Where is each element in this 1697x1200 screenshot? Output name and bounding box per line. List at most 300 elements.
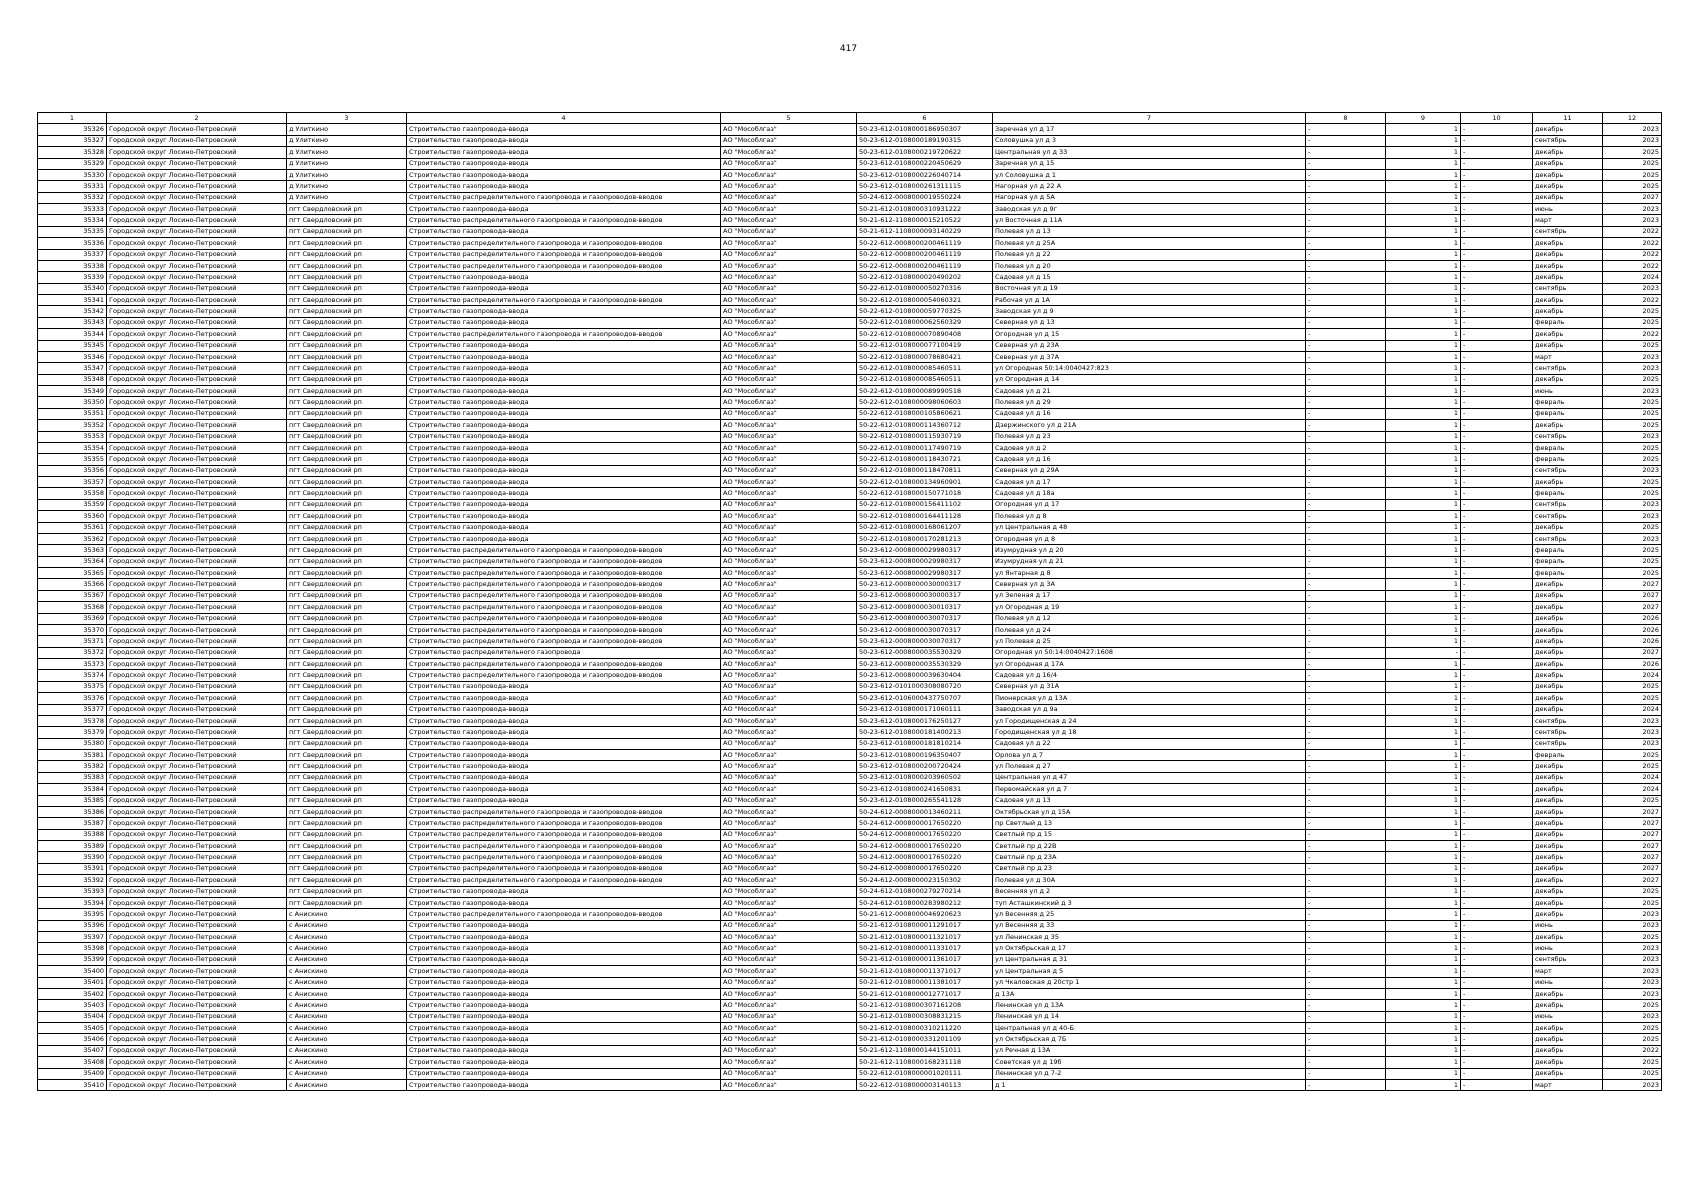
cell-settlement: пгт Свердловский рп xyxy=(287,420,407,431)
cell-work-type: Строительство газопровода-ввода xyxy=(407,477,721,488)
cell-row-number: 35389 xyxy=(38,841,107,852)
cell-year: 2022 xyxy=(1603,260,1662,271)
cell-request-id: 50-23-612-0108000219720622 xyxy=(857,147,993,158)
cell-month: декабрь xyxy=(1533,1045,1603,1056)
table-row xyxy=(38,135,1662,146)
cell-organization: АО "Мособлгаз" xyxy=(721,659,857,670)
cell-work-type: Строительство распределительного газопровода и газопроводов-вводов xyxy=(407,579,721,590)
cell-year: 2025 xyxy=(1603,340,1662,351)
cell-work-type: Строительство распределительного газопровода и газопроводов-вводов xyxy=(407,806,721,817)
cell-row-number: 35402 xyxy=(38,988,107,999)
cell-work-type: Строительство распределительного газопровода и газопроводов-вводов xyxy=(407,624,721,635)
cell-month: февраль xyxy=(1533,454,1603,465)
table-row xyxy=(38,1057,1662,1068)
cell-request-id: 50-21-612-0108000011321017 xyxy=(857,932,993,943)
table-row xyxy=(38,169,1662,180)
cell-col-8: - xyxy=(1306,1045,1386,1056)
page-number: 417 xyxy=(839,44,858,54)
cell-year: 2022 xyxy=(1603,295,1662,306)
cell-district: Городской округ Лосино-Петровский xyxy=(107,431,287,442)
cell-col-10: - xyxy=(1461,829,1533,840)
cell-count: 1 xyxy=(1386,545,1461,556)
cell-address: Светлый пр д 22В xyxy=(993,841,1306,852)
cell-work-type: Строительство газопровода-ввода xyxy=(407,1034,721,1045)
table-row xyxy=(38,681,1662,692)
cell-request-id: 50-23-612-0108000181400213 xyxy=(857,727,993,738)
cell-request-id: 50-22-612-0108000089990518 xyxy=(857,386,993,397)
cell-organization: АО "Мособлгаз" xyxy=(721,545,857,556)
cell-count: 1 xyxy=(1386,659,1461,670)
cell-count: 1 xyxy=(1386,363,1461,374)
cell-settlement: пгт Свердловский рп xyxy=(287,431,407,442)
cell-settlement: д Улиткино xyxy=(287,158,407,169)
cell-district: Городской округ Лосино-Петровский xyxy=(107,886,287,897)
cell-organization: АО "Мособлгаз" xyxy=(721,147,857,158)
cell-settlement: пгт Свердловский рп xyxy=(287,761,407,772)
cell-organization: АО "Мособлгаз" xyxy=(721,1000,857,1011)
cell-year: 2027 xyxy=(1603,590,1662,601)
cell-district: Городской округ Лосино-Петровский xyxy=(107,477,287,488)
cell-count: 1 xyxy=(1386,863,1461,874)
cell-row-number: 35372 xyxy=(38,647,107,658)
cell-col-10: - xyxy=(1461,636,1533,647)
cell-request-id: 50-23-612-0008000035530329 xyxy=(857,647,993,658)
cell-col-10: - xyxy=(1461,1011,1533,1022)
cell-request-id: 50-22-612-0108000164411128 xyxy=(857,511,993,522)
cell-work-type: Строительство распределительного газопровода и газопроводов-вводов xyxy=(407,829,721,840)
cell-address: ул Ленинская д 35 xyxy=(993,932,1306,943)
table-row xyxy=(38,1079,1662,1090)
cell-month: февраль xyxy=(1533,750,1603,761)
cell-month: сентябрь xyxy=(1533,431,1603,442)
table-row xyxy=(38,1068,1662,1079)
cell-month: февраль xyxy=(1533,545,1603,556)
cell-count: 1 xyxy=(1386,852,1461,863)
cell-year: 2027 xyxy=(1603,863,1662,874)
cell-col-10: - xyxy=(1461,465,1533,476)
cell-request-id: 50-24-612-0008000017650220 xyxy=(857,818,993,829)
cell-address: ул Весенняя д 33 xyxy=(993,920,1306,931)
cell-row-number: 35373 xyxy=(38,659,107,670)
cell-month: июнь xyxy=(1533,1011,1603,1022)
cell-month: декабрь xyxy=(1533,374,1603,385)
column-header-5: 5 xyxy=(721,113,857,124)
cell-month: июнь xyxy=(1533,920,1603,931)
cell-col-8: - xyxy=(1306,204,1386,215)
cell-district: Городской округ Лосино-Петровский xyxy=(107,215,287,226)
cell-month: сентябрь xyxy=(1533,283,1603,294)
cell-work-type: Строительство газопровода-ввода xyxy=(407,1068,721,1079)
table-row xyxy=(38,841,1662,852)
cell-work-type: Строительство газопровода-ввода xyxy=(407,169,721,180)
cell-request-id: 50-22-612-0108000003140113 xyxy=(857,1079,993,1090)
cell-organization: АО "Мособлгаз" xyxy=(721,590,857,601)
cell-count: 1 xyxy=(1386,886,1461,897)
cell-year: 2023 xyxy=(1603,351,1662,362)
cell-address: Октябрьская ул д 15А xyxy=(993,806,1306,817)
cell-request-id: 50-21-612-0008000046920623 xyxy=(857,909,993,920)
cell-month: февраль xyxy=(1533,408,1603,419)
cell-work-type: Строительство газопровода-ввода xyxy=(407,715,721,726)
cell-address: Садовая ул д 15 xyxy=(993,272,1306,283)
cell-organization: АО "Мособлгаз" xyxy=(721,795,857,806)
cell-work-type: Строительство газопровода-ввода xyxy=(407,727,721,738)
cell-district: Городской округ Лосино-Петровский xyxy=(107,499,287,510)
cell-year: 2024 xyxy=(1603,704,1662,715)
cell-address: Пионерская ул д 13А xyxy=(993,693,1306,704)
cell-year: 2025 xyxy=(1603,1034,1662,1045)
cell-request-id: 50-23-612-0008000029980317 xyxy=(857,568,993,579)
cell-count: 1 xyxy=(1386,590,1461,601)
cell-month: сентябрь xyxy=(1533,465,1603,476)
cell-year: 2025 xyxy=(1603,886,1662,897)
cell-col-10: - xyxy=(1461,431,1533,442)
table-row xyxy=(38,875,1662,886)
cell-request-id: 50-23-612-0008000030010317 xyxy=(857,602,993,613)
cell-col-10: - xyxy=(1461,1023,1533,1034)
cell-district: Городской округ Лосино-Петровский xyxy=(107,124,287,135)
cell-district: Городской округ Лосино-Петровский xyxy=(107,659,287,670)
cell-row-number: 35391 xyxy=(38,863,107,874)
cell-work-type: Строительство газопровода-ввода xyxy=(407,340,721,351)
cell-row-number: 35327 xyxy=(38,135,107,146)
cell-count: 1 xyxy=(1386,238,1461,249)
cell-work-type: Строительство газопровода-ввода xyxy=(407,795,721,806)
cell-organization: АО "Мособлгаз" xyxy=(721,454,857,465)
cell-organization: АО "Мособлгаз" xyxy=(721,522,857,533)
cell-row-number: 35393 xyxy=(38,886,107,897)
cell-year: 2023 xyxy=(1603,533,1662,544)
cell-organization: АО "Мособлгаз" xyxy=(721,1034,857,1045)
cell-request-id: 50-22-612-0108000156411102 xyxy=(857,499,993,510)
cell-address: Нагорная ул д 22 А xyxy=(993,181,1306,192)
cell-address: Садовая ул д 16 xyxy=(993,454,1306,465)
cell-address: Огородная ул д 15 xyxy=(993,329,1306,340)
cell-col-10: - xyxy=(1461,579,1533,590)
cell-settlement: пгт Свердловский рп xyxy=(287,386,407,397)
cell-col-10: - xyxy=(1461,863,1533,874)
cell-col-8: - xyxy=(1306,1011,1386,1022)
cell-year: 2025 xyxy=(1603,568,1662,579)
cell-settlement: пгт Свердловский рп xyxy=(287,511,407,522)
cell-count: 1 xyxy=(1386,124,1461,135)
cell-row-number: 35331 xyxy=(38,181,107,192)
cell-count: 1 xyxy=(1386,226,1461,237)
cell-work-type: Строительство распределительного газопровода и газопроводов-вводов xyxy=(407,249,721,260)
cell-address: Заводская ул д 9 xyxy=(993,306,1306,317)
cell-row-number: 35346 xyxy=(38,351,107,362)
cell-work-type: Строительство газопровода-ввода xyxy=(407,511,721,522)
cell-row-number: 35345 xyxy=(38,340,107,351)
cell-settlement: пгт Свердловский рп xyxy=(287,260,407,271)
cell-col-8: - xyxy=(1306,272,1386,283)
cell-organization: АО "Мособлгаз" xyxy=(721,386,857,397)
cell-request-id: 50-24-612-0008000023150302 xyxy=(857,875,993,886)
cell-district: Городской округ Лосино-Петровский xyxy=(107,852,287,863)
cell-request-id: 50-21-612-0108000307161208 xyxy=(857,1000,993,1011)
cell-month: сентябрь xyxy=(1533,499,1603,510)
cell-work-type: Строительство газопровода-ввода xyxy=(407,306,721,317)
cell-address: Садовая ул д 22 xyxy=(993,738,1306,749)
cell-work-type: Строительство газопровода-ввода xyxy=(407,1045,721,1056)
cell-count: 1 xyxy=(1386,1057,1461,1068)
cell-settlement: пгт Свердловский рп xyxy=(287,852,407,863)
cell-year: 2023 xyxy=(1603,954,1662,965)
cell-row-number: 35407 xyxy=(38,1045,107,1056)
cell-col-10: - xyxy=(1461,477,1533,488)
cell-row-number: 35381 xyxy=(38,750,107,761)
cell-work-type: Строительство газопровода-ввода xyxy=(407,988,721,999)
table-row xyxy=(38,226,1662,237)
cell-organization: АО "Мособлгаз" xyxy=(721,363,857,374)
cell-month: сентябрь xyxy=(1533,226,1603,237)
table-row xyxy=(38,750,1662,761)
cell-col-10: - xyxy=(1461,852,1533,863)
cell-request-id: 50-22-612-0008000200461119 xyxy=(857,238,993,249)
cell-settlement: с Анискино xyxy=(287,943,407,954)
cell-count: 1 xyxy=(1386,693,1461,704)
table-row xyxy=(38,465,1662,476)
cell-organization: АО "Мособлгаз" xyxy=(721,624,857,635)
cell-address: Дзержинского ул д 21А xyxy=(993,420,1306,431)
cell-col-8: - xyxy=(1306,943,1386,954)
cell-col-8: - xyxy=(1306,602,1386,613)
cell-work-type: Строительство газопровода-ввода xyxy=(407,204,721,215)
cell-year: 2027 xyxy=(1603,602,1662,613)
cell-col-8: - xyxy=(1306,329,1386,340)
cell-col-8: - xyxy=(1306,784,1386,795)
cell-row-number: 35350 xyxy=(38,397,107,408)
cell-col-8: - xyxy=(1306,158,1386,169)
cell-row-number: 35328 xyxy=(38,147,107,158)
cell-month: декабрь xyxy=(1533,818,1603,829)
cell-settlement: пгт Свердловский рп xyxy=(287,533,407,544)
cell-col-8: - xyxy=(1306,124,1386,135)
cell-organization: АО "Мособлгаз" xyxy=(721,420,857,431)
cell-count: 1 xyxy=(1386,715,1461,726)
cell-district: Городской округ Лосино-Петровский xyxy=(107,351,287,362)
cell-count: 1 xyxy=(1386,465,1461,476)
cell-row-number: 35375 xyxy=(38,681,107,692)
cell-row-number: 35377 xyxy=(38,704,107,715)
cell-col-10: - xyxy=(1461,602,1533,613)
cell-row-number: 35361 xyxy=(38,522,107,533)
cell-request-id: 50-24-612-0008000019550224 xyxy=(857,192,993,203)
cell-col-8: - xyxy=(1306,590,1386,601)
cell-col-8: - xyxy=(1306,954,1386,965)
cell-row-number: 35360 xyxy=(38,511,107,522)
cell-col-10: - xyxy=(1461,397,1533,408)
cell-month: декабрь xyxy=(1533,329,1603,340)
cell-row-number: 35337 xyxy=(38,249,107,260)
cell-col-8: - xyxy=(1306,863,1386,874)
cell-year: 2023 xyxy=(1603,204,1662,215)
cell-col-8: - xyxy=(1306,169,1386,180)
cell-row-number: 35359 xyxy=(38,499,107,510)
cell-col-8: - xyxy=(1306,1057,1386,1068)
cell-request-id: 50-21-612-0108000011291017 xyxy=(857,920,993,931)
cell-address: Изумрудная ул д 21 xyxy=(993,556,1306,567)
cell-district: Городской округ Лосино-Петровский xyxy=(107,545,287,556)
cell-col-10: - xyxy=(1461,522,1533,533)
cell-work-type: Строительство газопровода-ввода xyxy=(407,386,721,397)
cell-year: 2025 xyxy=(1603,1023,1662,1034)
cell-request-id: 50-22-612-0108000085460511 xyxy=(857,374,993,385)
cell-work-type: Строительство газопровода-ввода xyxy=(407,363,721,374)
cell-col-8: - xyxy=(1306,613,1386,624)
cell-row-number: 35340 xyxy=(38,283,107,294)
cell-work-type: Строительство газопровода-ввода xyxy=(407,499,721,510)
cell-address: ул Соловушка д 1 xyxy=(993,169,1306,180)
cell-count: 1 xyxy=(1386,875,1461,886)
cell-organization: АО "Мособлгаз" xyxy=(721,1057,857,1068)
cell-district: Городской округ Лосино-Петровский xyxy=(107,226,287,237)
cell-year: 2026 xyxy=(1603,636,1662,647)
cell-request-id: 50-23-612-0108000181810214 xyxy=(857,738,993,749)
cell-organization: АО "Мособлгаз" xyxy=(721,784,857,795)
cell-col-10: - xyxy=(1461,750,1533,761)
cell-col-8: - xyxy=(1306,568,1386,579)
cell-col-8: - xyxy=(1306,374,1386,385)
cell-work-type: Строительство газопровода-ввода xyxy=(407,1011,721,1022)
cell-work-type: Строительство газопровода-ввода xyxy=(407,1057,721,1068)
cell-col-10: - xyxy=(1461,966,1533,977)
cell-address: Полевая ул д 29 xyxy=(993,397,1306,408)
cell-organization: АО "Мособлгаз" xyxy=(721,829,857,840)
table-row xyxy=(38,966,1662,977)
table-row xyxy=(38,602,1662,613)
cell-settlement: пгт Свердловский рп xyxy=(287,806,407,817)
cell-work-type: Строительство газопровода-ввода xyxy=(407,932,721,943)
table-row xyxy=(38,477,1662,488)
table-row xyxy=(38,249,1662,260)
cell-address: ул Центральная д 48 xyxy=(993,522,1306,533)
cell-count: 1 xyxy=(1386,897,1461,908)
cell-settlement: пгт Свердловский рп xyxy=(287,624,407,635)
column-header-7: 7 xyxy=(993,113,1306,124)
column-header-2: 2 xyxy=(107,113,287,124)
cell-col-10: - xyxy=(1461,806,1533,817)
cell-district: Городской округ Лосино-Петровский xyxy=(107,1034,287,1045)
cell-address: Городищенская ул д 18 xyxy=(993,727,1306,738)
cell-request-id: 50-22-612-0108000070890408 xyxy=(857,329,993,340)
cell-settlement: д Улиткино xyxy=(287,124,407,135)
table-row xyxy=(38,317,1662,328)
cell-district: Городской округ Лосино-Петровский xyxy=(107,283,287,294)
cell-address: Центральная ул д 33 xyxy=(993,147,1306,158)
cell-organization: АО "Мособлгаз" xyxy=(721,886,857,897)
cell-district: Городской округ Лосино-Петровский xyxy=(107,465,287,476)
cell-request-id: 50-23-612-0108000226040714 xyxy=(857,169,993,180)
cell-request-id: 50-22-612-0108000085460511 xyxy=(857,363,993,374)
cell-request-id: 50-23-612-0108000196350407 xyxy=(857,750,993,761)
cell-request-id: 50-23-612-0008000030000317 xyxy=(857,579,993,590)
cell-month: март xyxy=(1533,1079,1603,1090)
table-row xyxy=(38,420,1662,431)
cell-organization: АО "Мособлгаз" xyxy=(721,693,857,704)
cell-col-8: - xyxy=(1306,727,1386,738)
cell-row-number: 35326 xyxy=(38,124,107,135)
cell-request-id: 50-23-612-0008000029980317 xyxy=(857,545,993,556)
table-row xyxy=(38,181,1662,192)
cell-month: март xyxy=(1533,966,1603,977)
cell-work-type: Строительство газопровода-ввода xyxy=(407,408,721,419)
cell-district: Городской округ Лосино-Петровский xyxy=(107,1057,287,1068)
cell-work-type: Строительство распределительного газопровода и газопроводов-вводов xyxy=(407,295,721,306)
table-row xyxy=(38,932,1662,943)
cell-address: Полевая ул д 23 xyxy=(993,431,1306,442)
cell-request-id: 50-23-612-0008000039630404 xyxy=(857,670,993,681)
cell-month: декабрь xyxy=(1533,829,1603,840)
cell-year: 2025 xyxy=(1603,522,1662,533)
cell-month: декабрь xyxy=(1533,249,1603,260)
cell-col-10: - xyxy=(1461,920,1533,931)
cell-year: 2023 xyxy=(1603,363,1662,374)
table-row xyxy=(38,670,1662,681)
cell-request-id: 50-23-612-0108000261311115 xyxy=(857,181,993,192)
cell-col-10: - xyxy=(1461,988,1533,999)
cell-year: 2027 xyxy=(1603,647,1662,658)
cell-work-type: Строительство газопровода-ввода xyxy=(407,158,721,169)
cell-col-10: - xyxy=(1461,283,1533,294)
cell-address: Полевая ул д 12 xyxy=(993,613,1306,624)
cell-row-number: 35386 xyxy=(38,806,107,817)
cell-col-8: - xyxy=(1306,295,1386,306)
cell-month: декабрь xyxy=(1533,761,1603,772)
cell-col-8: - xyxy=(1306,420,1386,431)
cell-col-10: - xyxy=(1461,499,1533,510)
cell-district: Городской округ Лосино-Петровский xyxy=(107,488,287,499)
cell-work-type: Строительство газопровода-ввода xyxy=(407,147,721,158)
cell-district: Городской округ Лосино-Петровский xyxy=(107,397,287,408)
cell-district: Городской округ Лосино-Петровский xyxy=(107,693,287,704)
cell-count: 1 xyxy=(1386,169,1461,180)
table-row xyxy=(38,499,1662,510)
cell-row-number: 35388 xyxy=(38,829,107,840)
cell-organization: АО "Мособлгаз" xyxy=(721,215,857,226)
cell-work-type: Строительство распределительного газопровода и газопроводов-вводов xyxy=(407,260,721,271)
cell-settlement: пгт Свердловский рп xyxy=(287,215,407,226)
cell-work-type: Строительство распределительного газопровода и газопроводов-вводов xyxy=(407,670,721,681)
cell-work-type: Строительство газопровода-ввода xyxy=(407,374,721,385)
cell-count: 1 xyxy=(1386,806,1461,817)
table-row xyxy=(38,647,1662,658)
cell-work-type: Строительство газопровода-ввода xyxy=(407,226,721,237)
cell-year: 2025 xyxy=(1603,408,1662,419)
cell-col-8: - xyxy=(1306,1023,1386,1034)
cell-month: декабрь xyxy=(1533,340,1603,351)
cell-col-10: - xyxy=(1461,351,1533,362)
cell-address: Орлова ул д 7 xyxy=(993,750,1306,761)
cell-work-type: Строительство газопровода-ввода xyxy=(407,954,721,965)
table-row xyxy=(38,272,1662,283)
cell-col-10: - xyxy=(1461,1079,1533,1090)
cell-col-8: - xyxy=(1306,1068,1386,1079)
cell-year: 2023 xyxy=(1603,909,1662,920)
cell-request-id: 50-23-612-0008000030070317 xyxy=(857,636,993,647)
cell-row-number: 35380 xyxy=(38,738,107,749)
cell-year: 2025 xyxy=(1603,545,1662,556)
data-table xyxy=(37,112,1662,1091)
cell-organization: АО "Мособлгаз" xyxy=(721,806,857,817)
cell-month: декабрь xyxy=(1533,875,1603,886)
cell-work-type: Строительство газопровода-ввода xyxy=(407,1023,721,1034)
cell-district: Городской округ Лосино-Петровский xyxy=(107,420,287,431)
cell-district: Городской округ Лосино-Петровский xyxy=(107,647,287,658)
cell-month: сентябрь xyxy=(1533,533,1603,544)
cell-col-10: - xyxy=(1461,317,1533,328)
cell-col-8: - xyxy=(1306,408,1386,419)
